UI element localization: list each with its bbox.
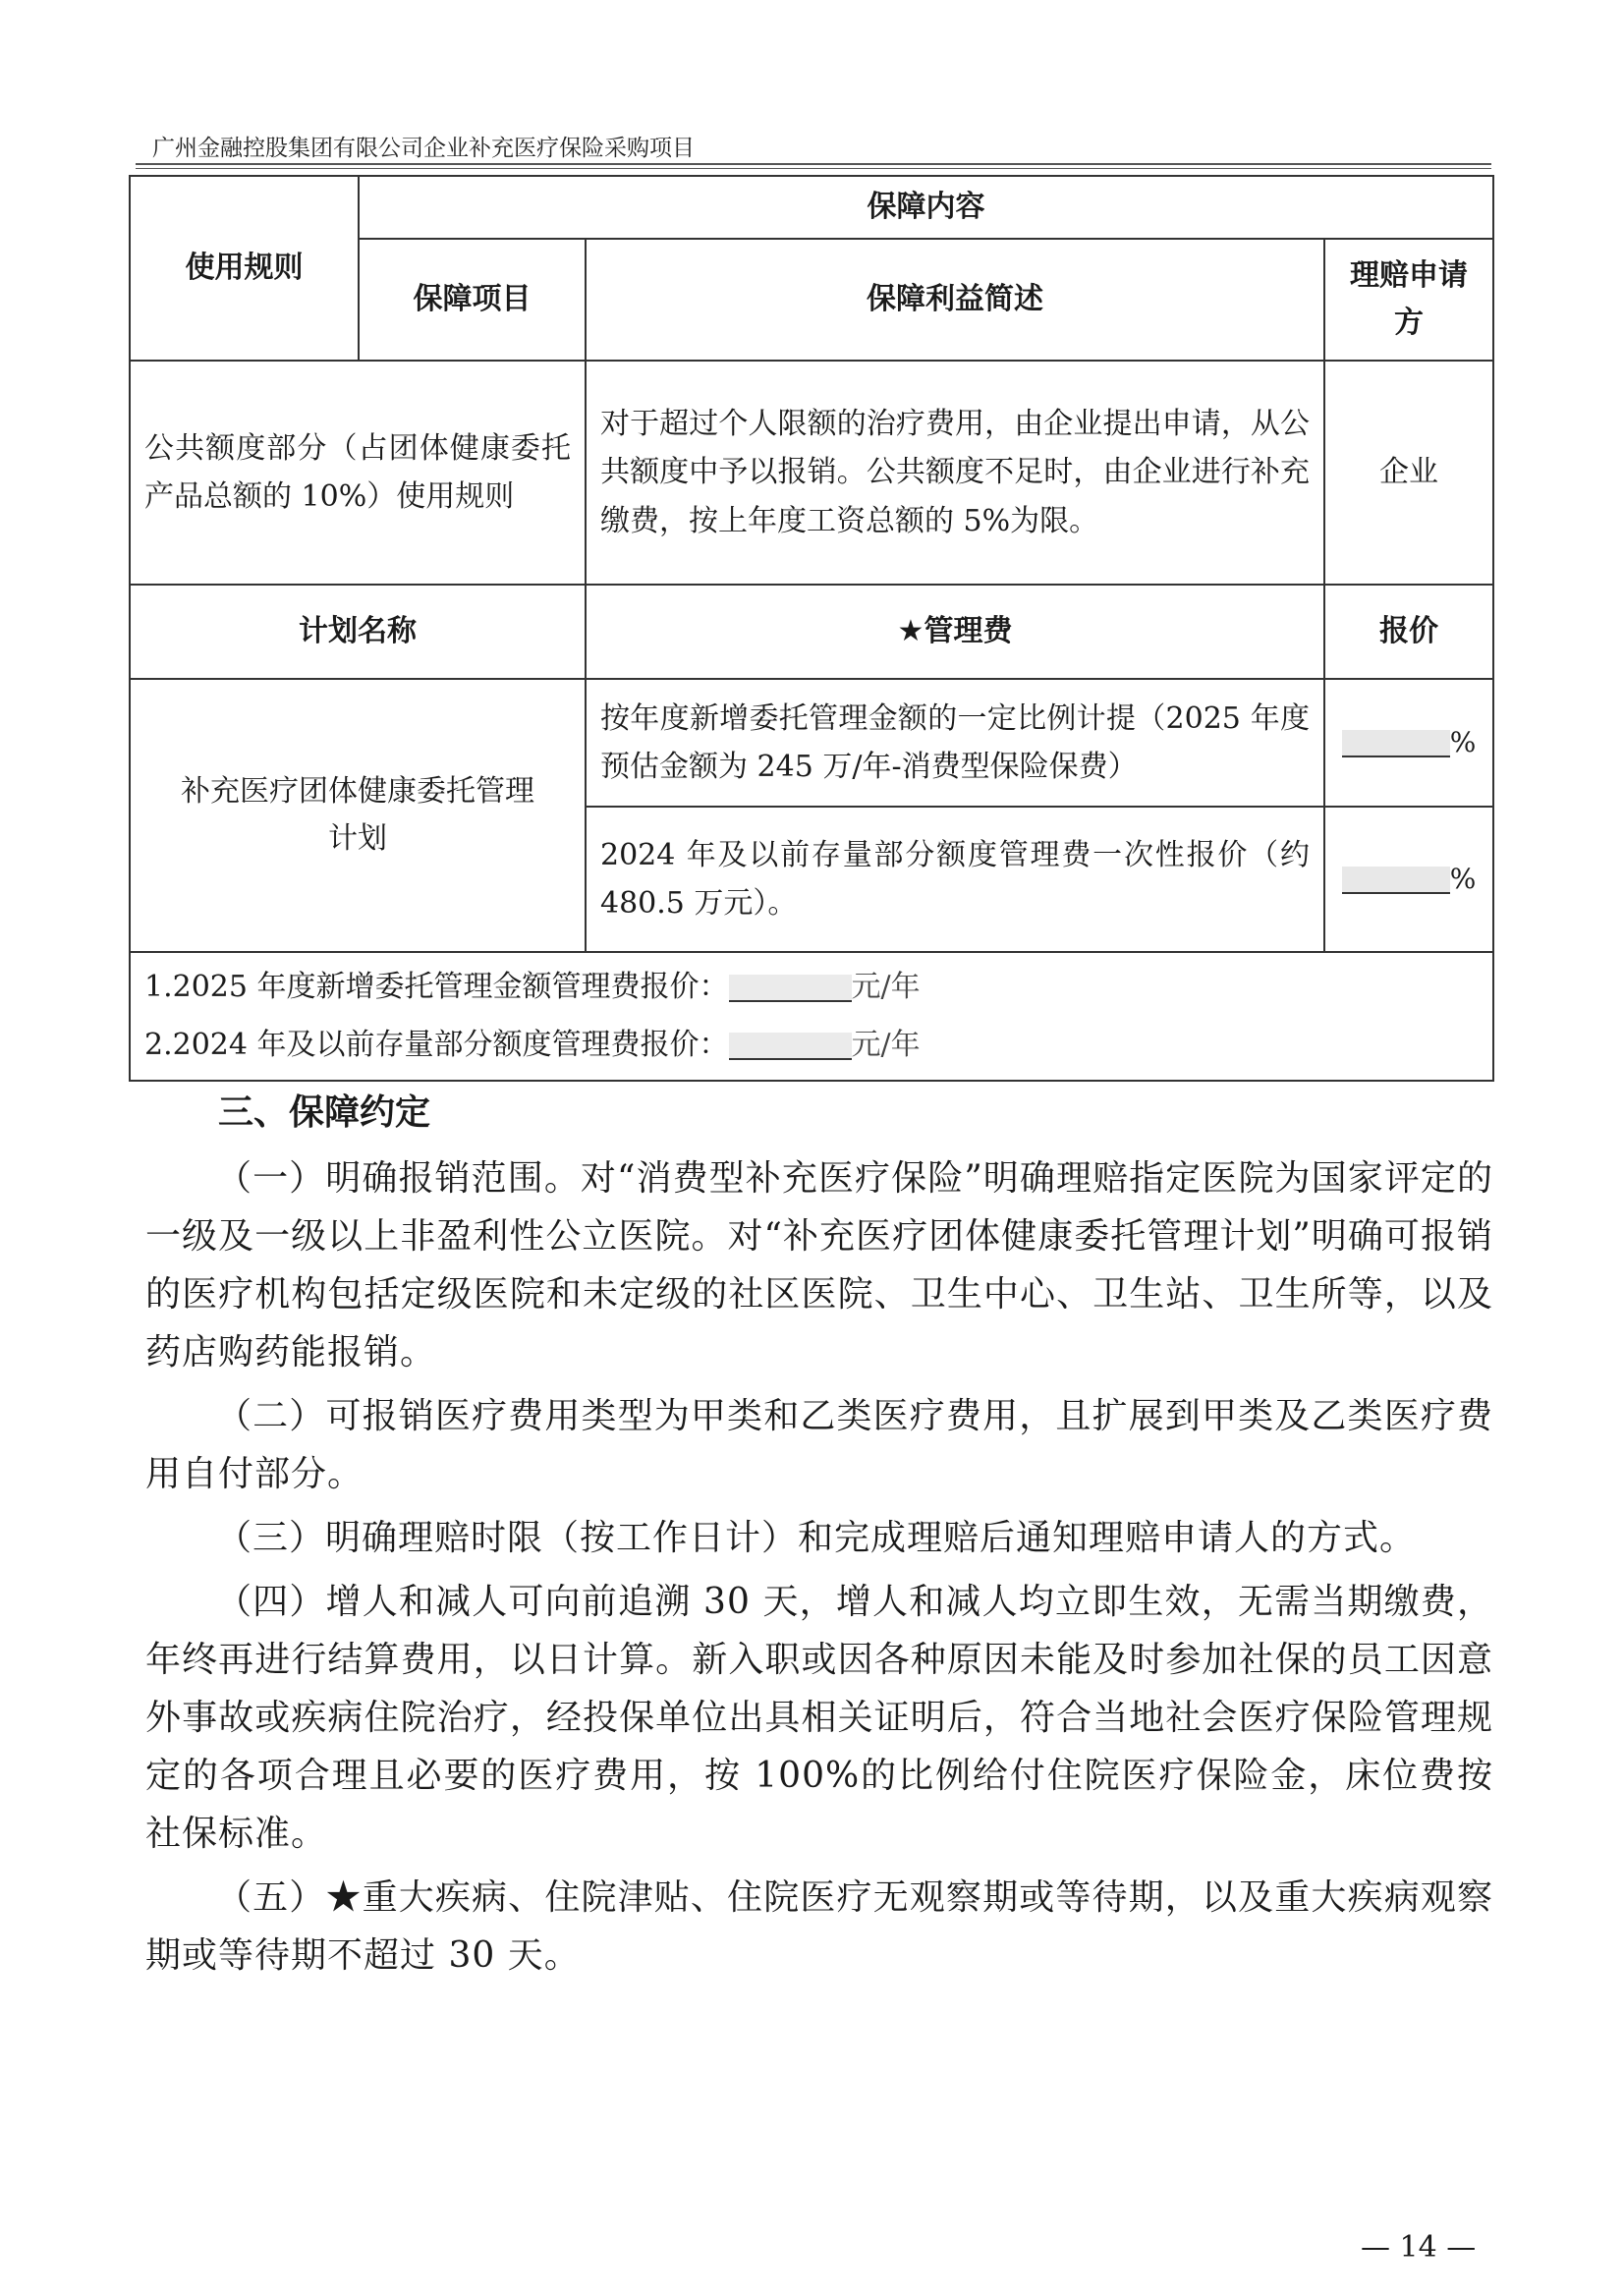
quote-blank[interactable]: [1342, 730, 1450, 757]
page-header: 广州金融控股集团有限公司企业补充医疗保险采购项目: [152, 136, 695, 161]
public-rule-claimant: 企业: [1324, 361, 1493, 585]
header-rule-thin: [136, 168, 1491, 169]
claimant-header: 理赔申请方: [1324, 239, 1493, 361]
plan-name: 补充医疗团体健康委托管理计划: [130, 679, 586, 952]
desc-header: 保障利益简述: [586, 239, 1324, 361]
fee-quote-2: [1324, 807, 1493, 952]
fee-desc-1: 按年度新增委托管理金额的一定比例计提（2025 年度预估金额为 245 万/年-消费型保险保费）: [586, 679, 1324, 807]
section-title: 三、保障约定: [218, 1092, 431, 1133]
section-body: [145, 1149, 1493, 1990]
content-header: 保障内容: [359, 176, 1493, 239]
rules-header: 使用规则: [130, 176, 359, 361]
fee-desc-2: 2024 年及以前存量部分额度管理费一次性报价（约 480.5 万元）。: [586, 807, 1324, 952]
note-label: 2.2024 年及以前存量部分额度管理费报价：: [144, 1027, 729, 1062]
fee-notes: [130, 952, 1493, 1081]
coverage-table: [129, 175, 1494, 1082]
public-rule-desc: 对于超过个人限额的治疗费用，由企业提出申请，从公共额度中予以报销。公共额度不足时，由企业进行补充缴费，按上年度工资总额的 5%为限。: [586, 361, 1324, 585]
paragraph: （一）明确报销范围。对“消费型补充医疗保险”明确理赔指定医院为国家评定的一级及一级以上非盈利性公立医院。对“补充医疗团体健康委托管理计划”明确可报销的医疗机构包括定级医院和未定级的社区医院、卫生中心、卫生站、卫生所等，以及药店购药能报销。: [145, 1158, 1493, 1372]
paragraph: （五）★重大疾病、住院津贴、住院医疗无观察期或等待期，以及重大疾病观察期或等待期不超过 30 天。: [145, 1877, 1493, 1976]
public-rule-name: 公共额度部分（占团体健康委托产品总额的 10%）使用规则: [130, 361, 586, 585]
quote-unit: %: [1449, 863, 1477, 895]
note-line: [144, 1017, 1479, 1075]
quote-header: 报价: [1324, 585, 1493, 679]
paragraph: （三）明确理赔时限（按工作日计）和完成理赔后通知理赔申请人的方式。: [216, 1518, 1417, 1558]
paragraph: （二）可报销医疗费用类型为甲类和乙类医疗费用，且扩展到甲类及乙类医疗费用自付部分。: [145, 1396, 1493, 1494]
note-unit: 元/年: [851, 1027, 921, 1062]
plan-header: 计划名称: [130, 585, 586, 679]
note-label: 1.2025 年度新增委托管理金额管理费报价：: [144, 970, 729, 1004]
paragraph: （四）增人和减人可向前追溯 30 天，增人和减人均立即生效，无需当期缴费，年终再进行结算费用，以日计算。新入职或因各种原因未能及时参加社保的员工因意外事故或疾病住院治疗，经投保单位出具相关证明后，符合当地社会医疗保险管理规定的各项合理且必要的医疗费用，按 100%的比例给付住院医疗保险金，床位费按社保标准。: [145, 1582, 1493, 1854]
fee-quote-1: [1324, 679, 1493, 807]
page-number: — 14 —: [1361, 2230, 1477, 2265]
note-line: [144, 959, 1479, 1017]
note-blank[interactable]: [729, 1033, 852, 1060]
note-unit: 元/年: [851, 970, 921, 1004]
item-header: 保障项目: [359, 239, 586, 361]
quote-blank[interactable]: [1342, 867, 1450, 894]
fee-header: ★管理费: [586, 585, 1324, 679]
quote-unit: %: [1449, 726, 1477, 758]
note-blank[interactable]: [729, 975, 852, 1002]
header-rule: [136, 163, 1491, 165]
